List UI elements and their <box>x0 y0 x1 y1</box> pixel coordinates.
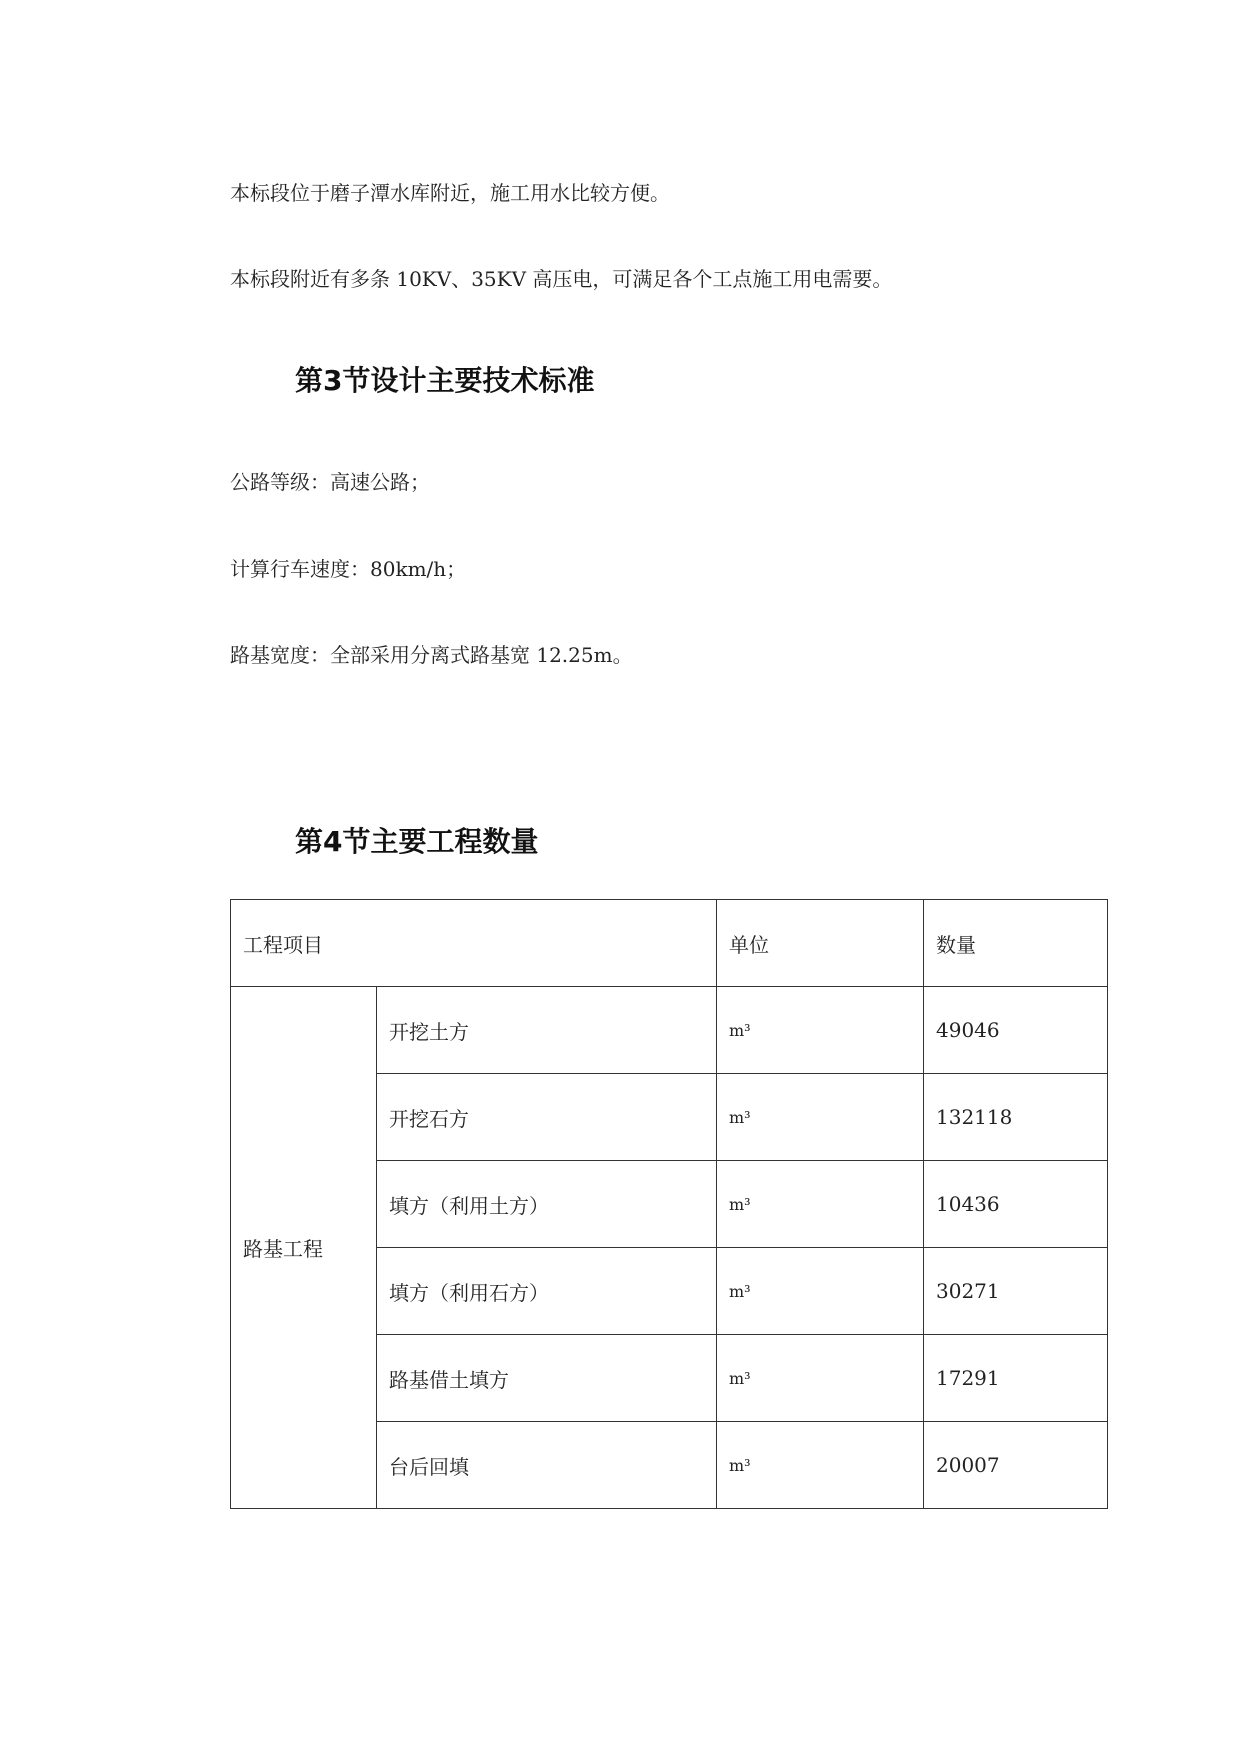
header-quantity: 数量 <box>924 900 1108 987</box>
row-name: 开挖石方 <box>377 1074 717 1161</box>
row-name: 开挖土方 <box>377 987 717 1074</box>
paragraph-power-supply: 本标段附近有多条 10KV、35KV 高压电，可满足各个工点施工用电需要。 <box>230 267 893 291</box>
table-header-row <box>231 900 1108 987</box>
row-unit: m³ <box>717 1248 924 1335</box>
group-label: 路基工程 <box>231 987 377 1509</box>
section-4-heading: 第4节主要工程数量 <box>295 825 539 858</box>
row-unit: m³ <box>717 987 924 1074</box>
row-quantity: 10436 <box>924 1161 1108 1248</box>
row-quantity: 132118 <box>924 1074 1108 1161</box>
standard-subgrade-width: 路基宽度：全部采用分离式路基宽 12.25m。 <box>230 643 633 667</box>
row-name: 台后回填 <box>377 1422 717 1509</box>
table-row <box>231 987 1108 1074</box>
header-item: 工程项目 <box>231 900 717 987</box>
row-quantity: 30271 <box>924 1248 1108 1335</box>
row-unit: m³ <box>717 1335 924 1422</box>
row-name: 填方（利用土方） <box>377 1161 717 1248</box>
paragraph-water-supply: 本标段位于磨子潭水库附近，施工用水比较方便。 <box>230 181 670 205</box>
row-quantity: 17291 <box>924 1335 1108 1422</box>
row-name: 路基借土填方 <box>377 1335 717 1422</box>
row-unit: m³ <box>717 1422 924 1509</box>
standard-road-class: 公路等级：高速公路； <box>230 470 430 494</box>
section-3-heading: 第3节设计主要技术标准 <box>295 364 595 397</box>
row-quantity: 20007 <box>924 1422 1108 1509</box>
row-unit: m³ <box>717 1161 924 1248</box>
row-name: 填方（利用石方） <box>377 1248 717 1335</box>
header-unit: 单位 <box>717 900 924 987</box>
standard-design-speed: 计算行车速度：80km/h； <box>230 557 467 581</box>
row-unit: m³ <box>717 1074 924 1161</box>
quantity-table <box>230 899 1108 1509</box>
row-quantity: 49046 <box>924 987 1108 1074</box>
